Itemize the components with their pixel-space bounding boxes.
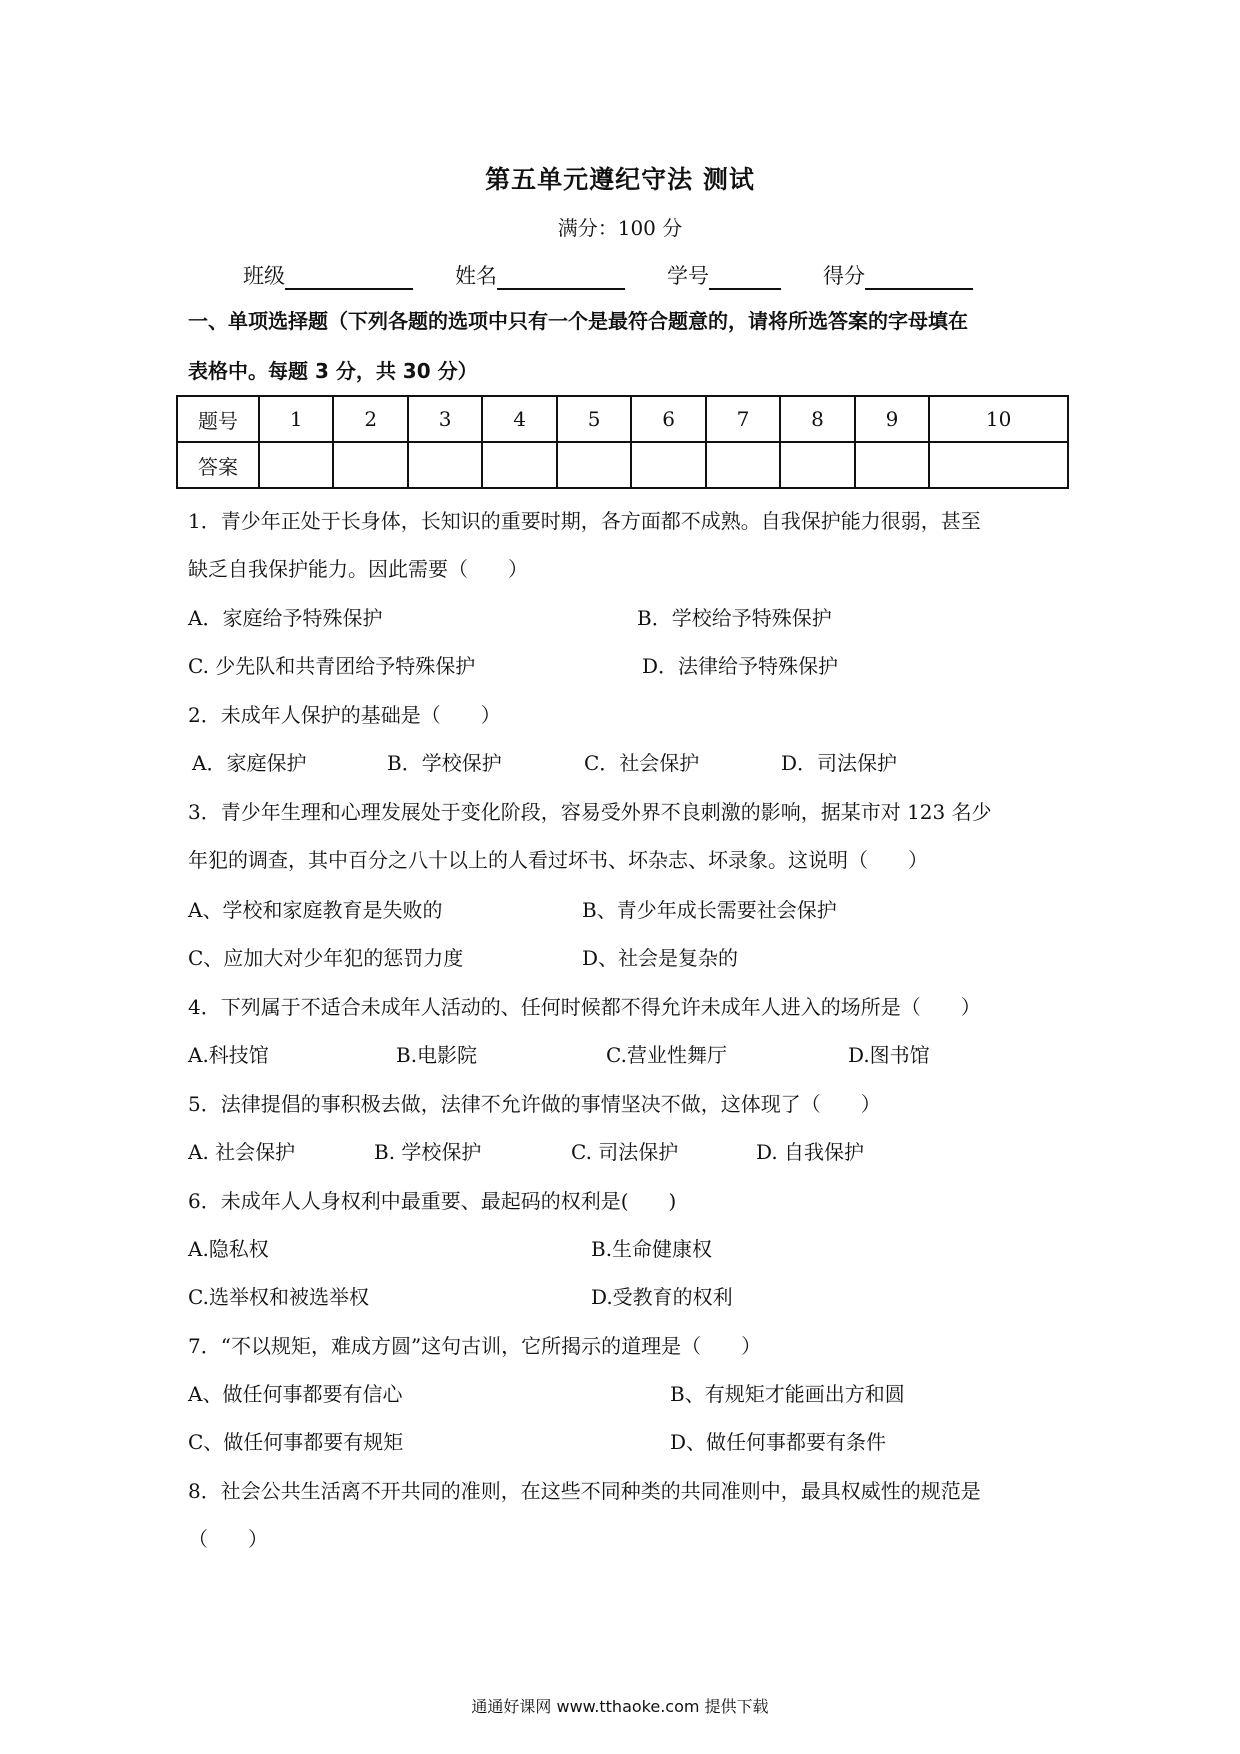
question-1 [188,497,1068,593]
student-info-row [243,260,973,290]
option-a[interactable]: A、做任何事都要有信心 [188,1382,403,1406]
option-b[interactable]: B、有规矩才能画出方和圆 [670,1382,905,1406]
option-c[interactable]: C. 少先队和共青团给予特殊保护 [188,654,476,678]
option-b[interactable]: B. 学校保护 [374,1140,482,1164]
option-a[interactable]: A．家庭保护 [192,751,307,775]
question-8-line1: 8．社会公共生活离不开共同的准则，在这些不同种类的共同准则中，最具权威性的规范是 [188,1479,981,1503]
number-cell: 6 [631,396,705,442]
option-a[interactable]: A. 社会保护 [188,1140,296,1164]
option-c[interactable]: C、应加大对少年犯的惩罚力度 [188,946,464,970]
number-cell: 2 [333,396,407,442]
number-cell: 7 [706,396,780,442]
question-6-options-row2 [188,1273,1068,1321]
option-a[interactable]: A．家庭给予特殊保护 [188,606,383,630]
section-heading-line2: 表格中。每题 3 分，共 30 分） [188,359,478,383]
question-1-options-row1 [188,594,1068,642]
answer-cell[interactable] [557,442,631,488]
answer-cell[interactable] [259,442,333,488]
number-cell: 4 [482,396,556,442]
exam-title: 第五单元遵纪守法 测试 [485,165,755,194]
option-d[interactable]: D. 自我保护 [756,1140,865,1164]
class-label: 班级 [243,264,285,288]
option-d[interactable]: D、社会是复杂的 [582,946,739,970]
question-8-line2: （ ） [188,1527,268,1551]
option-c[interactable]: C．社会保护 [584,751,700,775]
question-6-options-row1 [188,1225,1068,1273]
question-5: 5．法律提倡的事积极去做，法律不允许做的事情坚决不做，这体现了（ ） [188,1092,881,1116]
option-b[interactable]: B.生命健康权 [591,1237,713,1261]
answer-table [176,395,1069,489]
answer-cell[interactable] [929,442,1068,488]
answer-cell[interactable] [482,442,556,488]
option-c[interactable]: C、做任何事都要有规矩 [188,1430,404,1454]
option-d[interactable]: D．法律给予特殊保护 [642,654,839,678]
number-header: 题号 [177,396,259,442]
question-2: 2．未成年人保护的基础是（ ） [188,703,501,727]
option-b[interactable]: B．学校给予特殊保护 [637,606,832,630]
option-a[interactable]: A.隐私权 [188,1237,269,1261]
option-d[interactable]: D.图书馆 [848,1043,930,1067]
question-8 [188,1467,1068,1563]
number-cell: 1 [259,396,333,442]
answer-table-number-row [177,396,1068,442]
question-1-options-row2 [188,642,1068,690]
question-4-options [188,1031,1068,1079]
class-field[interactable] [285,266,413,290]
option-d[interactable]: D．司法保护 [781,751,898,775]
answer-table-answer-row [177,442,1068,488]
question-3 [188,788,1068,884]
question-7: 7．“不以规矩，难成方圆”这句古训，它所揭示的道理是（ ） [188,1334,762,1358]
answer-cell[interactable] [706,442,780,488]
option-b[interactable]: B．学校保护 [387,751,502,775]
option-c[interactable]: C.选举权和被选举权 [188,1285,369,1309]
name-label: 姓名 [455,264,497,288]
option-d[interactable]: D.受教育的权利 [591,1285,733,1309]
section-heading [188,296,1068,396]
number-cell: 9 [855,396,929,442]
question-3-line2: 年犯的调查，其中百分之八十以上的人看过坏书、坏杂志、坏录象。这说明（ ） [188,848,928,872]
option-d[interactable]: D、做任何事都要有条件 [670,1430,887,1454]
number-field[interactable] [709,266,781,290]
answer-cell[interactable] [408,442,482,488]
question-7-options-row2 [188,1418,1068,1466]
number-cell: 3 [408,396,482,442]
option-c[interactable]: C. 司法保护 [571,1140,679,1164]
answer-cell[interactable] [333,442,407,488]
question-3-options-row1 [188,886,1068,934]
number-cell: 10 [929,396,1068,442]
answer-cell[interactable] [631,442,705,488]
option-a[interactable]: A.科技馆 [188,1043,269,1067]
question-7-options-row1 [188,1370,1068,1418]
question-1-line2: 缺乏自我保护能力。因此需要（ ） [188,557,528,581]
footer-download-note: 通通好课网 www.tthaoke.com 提供下载 [471,1697,769,1716]
question-5-options [188,1128,1068,1176]
answer-cell[interactable] [780,442,854,488]
question-3-options-row2 [188,934,1068,982]
option-c[interactable]: C.营业性舞厅 [606,1043,727,1067]
score-field[interactable] [865,266,973,290]
full-score: 满分：100 分 [557,216,683,240]
answer-header: 答案 [177,442,259,488]
question-1-line1: 1．青少年正处于长身体，长知识的重要时期，各方面都不成熟。自我保护能力很弱，甚至 [188,509,981,533]
question-4: 4．下列属于不适合未成年人活动的、任何时候都不得允许未成年人进入的场所是（ ） [188,995,981,1019]
question-3-line1: 3．青少年生理和心理发展处于变化阶段，容易受外界不良刺激的影响，据某市对 123 名少 [188,800,992,824]
section-heading-line1: 一、单项选择题（下列各题的选项中只有一个是最符合题意的，请将所选答案的字母填在 [188,309,968,333]
name-field[interactable] [497,266,625,290]
number-cell: 8 [780,396,854,442]
number-label: 学号 [667,264,709,288]
score-label: 得分 [823,264,865,288]
option-b[interactable]: B.电影院 [396,1043,478,1067]
option-b[interactable]: B、青少年成长需要社会保护 [582,898,837,922]
answer-cell[interactable] [855,442,929,488]
number-cell: 5 [557,396,631,442]
question-6: 6．未成年人人身权利中最重要、最起码的权利是( ) [188,1189,677,1213]
question-2-options [188,739,1068,787]
option-a[interactable]: A、学校和家庭教育是失败的 [188,898,443,922]
